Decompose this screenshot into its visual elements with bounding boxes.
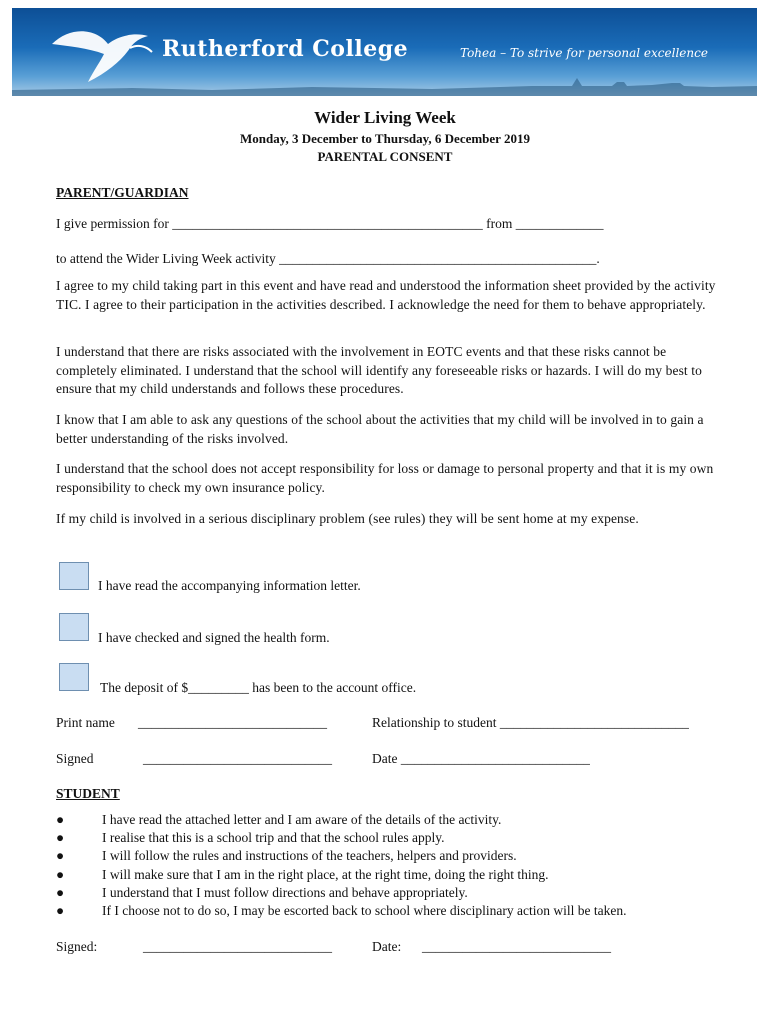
school-motto: Tohea – To strive for personal excellence xyxy=(460,46,708,60)
consent-paragraph-5: If my child is involved in a serious disciplinary problem (see rules) they will be sent home at my expense. xyxy=(56,511,639,526)
print-name-field[interactable]: ____________________________ xyxy=(138,715,327,730)
list-item: ● I will follow the rules and instructions of the teachers, helpers and providers. xyxy=(56,847,626,865)
parent-heading: PARENT/GUARDIAN xyxy=(56,185,189,200)
list-item: ● I understand that I must follow directions and behave appropriately. xyxy=(56,884,626,902)
health-form-checkbox[interactable] xyxy=(59,613,89,641)
student-date-field[interactable]: ____________________________ xyxy=(422,939,611,954)
city-skyline-icon xyxy=(12,74,757,96)
parent-date-field[interactable]: Date ____________________________ xyxy=(372,751,590,766)
health-form-label: I have checked and signed the health form. xyxy=(98,630,330,645)
deposit-label: The deposit of $_________ has been to the account office. xyxy=(100,680,417,695)
parent-signature-field[interactable]: ____________________________ xyxy=(143,751,332,766)
page-title: Wider Living Week xyxy=(314,108,456,127)
bullet-icon: ● xyxy=(56,884,65,900)
student-signed-label: Signed: xyxy=(56,939,98,954)
bullet-icon: ● xyxy=(56,848,65,864)
school-banner xyxy=(12,8,757,96)
bullet-icon: ● xyxy=(56,812,65,827)
deposit-checkbox[interactable] xyxy=(59,663,89,691)
attend-line[interactable]: to attend the Wider Living Week activity _______________________________________________. xyxy=(56,251,600,266)
info-letter-label: I have read the accompanying information letter. xyxy=(98,578,361,593)
consent-paragraph-1: I agree to my child taking part in this event and have read and understood the information sheet provided by the activity TIC. I agree to their participation in the activities described. I acknowledge the need for them to behave appropriately. xyxy=(56,278,716,312)
bullet-icon: ● xyxy=(56,903,65,919)
consent-paragraph-3: I know that I am able to ask any questions of the school about the activities that my child will be involved in to gain a better understanding of the risks involved. xyxy=(56,412,704,446)
list-item: ● I have read the attached letter and I am aware of the details of the activity. xyxy=(56,811,626,829)
form-type: PARENTAL CONSENT xyxy=(317,149,453,164)
student-heading: STUDENT xyxy=(56,786,120,801)
student-date-label: Date: xyxy=(372,939,402,954)
list-item: ● If I choose not to do so, I may be escorted back to school where disciplinary action will be taken. xyxy=(56,902,626,920)
info-letter-checkbox[interactable] xyxy=(59,562,89,590)
print-name-label: Print name xyxy=(56,715,115,730)
student-signature-field[interactable]: ____________________________ xyxy=(143,939,332,954)
relationship-field[interactable]: Relationship to student ____________________________ xyxy=(372,715,689,730)
student-agreement-list xyxy=(56,811,626,920)
consent-paragraph-2: I understand that there are risks associated with the involvement in EOTC events and that these risks cannot be completely eliminated. I understand that the school will identify any foreseeable risks or hazards. I will do my best to ensure that my child understands and follows these procedures. xyxy=(56,344,702,396)
list-item: ● I will make sure that I am in the right place, at the right time, doing the right thing. xyxy=(56,866,626,884)
bullet-icon: ● xyxy=(56,830,65,846)
school-name: Rutherford College xyxy=(162,36,409,62)
bullet-icon: ● xyxy=(56,866,65,882)
consent-paragraph-4: I understand that the school does not accept responsibility for loss or damage to personal property and that it is my own responsibility to check my own insurance policy. xyxy=(56,461,714,495)
permission-line[interactable]: I give permission for ______________________________________________ from _____________ xyxy=(56,216,604,231)
parent-signed-label: Signed xyxy=(56,751,94,766)
list-item: ● I realise that this is a school trip and that the school rules apply. xyxy=(56,829,626,847)
event-dates: Monday, 3 December to Thursday, 6 December 2019 xyxy=(240,131,530,146)
